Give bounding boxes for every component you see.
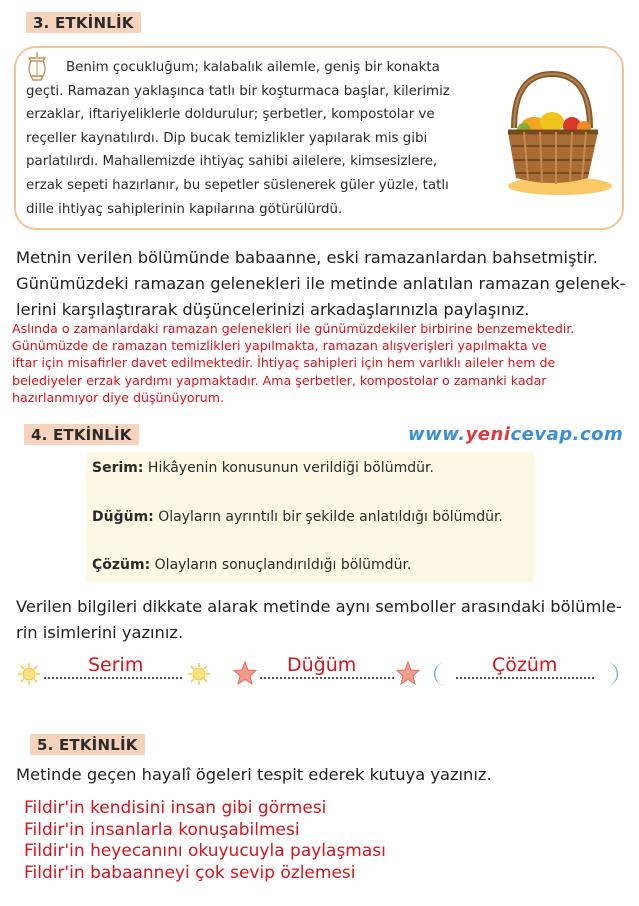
definition-serim: Serim: Hikâyenin konusunun verildiği bölümdür. bbox=[92, 460, 434, 476]
question-line: lerini karşılaştırarak düşüncelerinizi arkadaşlarınızla paylaşınız. bbox=[16, 300, 530, 319]
answer-line-serim bbox=[44, 677, 182, 679]
activity-3-question bbox=[16, 245, 632, 323]
answer-line: hazırlanmıyor diye düşünüyorum. bbox=[12, 389, 225, 405]
activity-3-answer bbox=[12, 320, 632, 406]
answer-line: iftar için misafirler davet edilmektedir. İhtiyaç sahipleri için hem varlıklı aileler hem de bbox=[12, 355, 556, 371]
activity-5-tag: 5. ETKİNLİK bbox=[30, 734, 145, 755]
definition-cozum: Çözüm: Olayların sonuçlandırıldığı bölümdür. bbox=[92, 557, 412, 573]
sun-icon bbox=[187, 662, 211, 686]
story-line: Benim çocukluğum; kalabalık ailemle, geniş bir konakta bbox=[66, 60, 440, 75]
story-line: erzak sepeti hazırlanır, bu sepetler süslenerek güler yüzle, tatlı bbox=[26, 177, 449, 193]
question-line: Verilen bilgileri dikkate alarak metinde aynı semboller arasındaki bölümle- bbox=[16, 597, 622, 616]
story-line: geçti. Ramazan yaklaşınca tatlı bir koşturmaca başlar, kilerimiz bbox=[26, 83, 450, 99]
definition-dugum: Düğüm: Olayların ayrıntılı bir şekilde anlatıldığı bölümdür. bbox=[92, 509, 503, 525]
activity-4-question bbox=[16, 594, 632, 646]
story-line: erzaklar, iftariyeliklerle doldurulur; şerbetler, kompostolar ve bbox=[26, 107, 435, 123]
answer-line: Aslında o zamanlardaki ramazan gelenekleri ile günümüzdekiler birbirine benzemektedir. bbox=[12, 321, 575, 336]
activity-5-question: Metinde geçen hayalî ögeleri tespit ederek kutuya yazınız. bbox=[16, 765, 492, 784]
question-line: Günümüzdeki ramazan gelenekleri ile metinde anlatılan ramazan gelenek- bbox=[16, 274, 626, 293]
answer-line: Fildir'in babaanneyi çok sevip özlemesi bbox=[24, 862, 356, 883]
story-line: reçeller kaynatılırdı. Dip bucak temizlikler yapılarak mis gibi bbox=[26, 130, 428, 146]
definitions-box bbox=[86, 452, 534, 582]
sun-icon bbox=[17, 662, 41, 686]
answer-line: belediyeler erzak yardımı yapmaktadır. Ama şerbetler, kompostolar o zamanki kadar bbox=[12, 372, 547, 388]
activity-3-tag: 3. ETKİNLİK bbox=[26, 12, 141, 33]
question-line: rin isimlerini yazınız. bbox=[16, 623, 184, 642]
answer-line: Fildir'in kendisini insan gibi görmesi bbox=[24, 798, 327, 818]
answer-line-dugum bbox=[260, 677, 394, 679]
answer-cozum: Çözüm bbox=[492, 654, 558, 676]
story-line: parlatılırdı. Mahallemizde ihtiyaç sahibi ailelere, kimsesizlere, bbox=[26, 154, 438, 170]
star-icon bbox=[396, 661, 420, 685]
answer-line: Fildir'in insanlarla konuşabilmesi bbox=[24, 819, 300, 840]
story-line: dille ihtiyaç sahiplerinin kapılarına götürülürdü. bbox=[26, 201, 343, 217]
answer-serim: Serim bbox=[88, 654, 144, 676]
watermark: www.yenicevap.com bbox=[408, 424, 624, 445]
answer-line-cozum bbox=[456, 677, 594, 679]
answer-line: Günümüzde de ramazan temizlikleri yapılmakta, ramazan alışverişleri yapılmakta ve bbox=[12, 338, 547, 354]
fruit-basket-icon bbox=[494, 70, 616, 198]
question-line: Metnin verilen bölümünde babaanne, eski ramazanlardan bahsetmiştir. bbox=[16, 248, 598, 267]
activity-4-tag: 4. ETKİNLİK bbox=[24, 424, 139, 445]
activity-5-answers bbox=[24, 798, 386, 884]
crescent-moon-icon bbox=[430, 660, 454, 688]
story-text bbox=[26, 56, 478, 221]
answer-dugum: Düğüm bbox=[287, 654, 357, 676]
star-icon bbox=[233, 661, 257, 685]
answer-line: Fildir'in heyecanını okuyucuyla paylaşması bbox=[24, 841, 386, 862]
crescent-moon-icon bbox=[598, 660, 622, 688]
